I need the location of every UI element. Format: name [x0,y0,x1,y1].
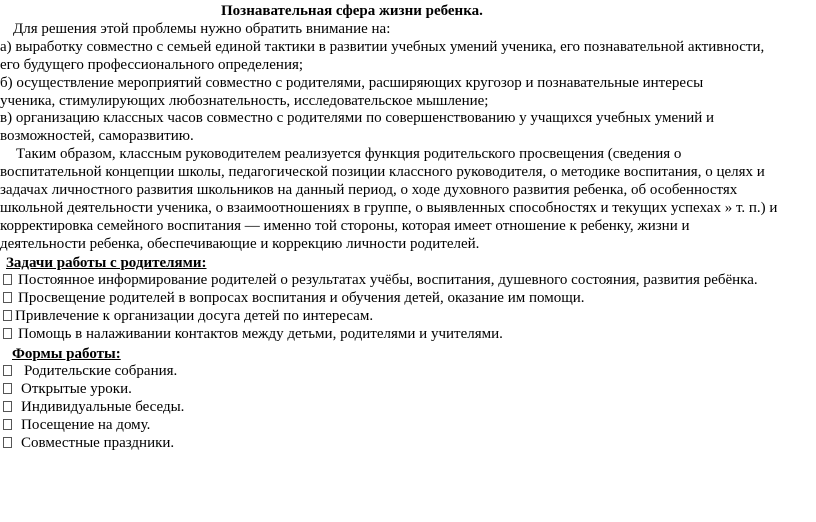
tasks-list-item [3,272,758,290]
forms-list-item [3,435,174,453]
forms-list-item [3,417,150,435]
tasks-list-item [3,308,373,326]
form-item-text: Открытые уроки. [21,381,132,397]
para-c-line-1: в) организацию классных часов совместно с родителями по совершенствованию у учащихся учебных умений и [0,110,715,126]
summary-line-6: деятельности ребенка, обеспечивающие и коррекцию личности родителей. [0,236,480,252]
summary-line-3: задачах личностного развития школьников на данный период, о ходе духовного развития ребенка, об особенностях [0,182,738,198]
para-c-line-2: возможностей, саморазвитию. [0,128,194,144]
forms-list-item [3,399,184,417]
para-a-line-1: а) выработку совместно с семьей единой тактики в развитии учебных умений ученика, его познавательной активности, [0,39,765,55]
forms-heading: Формы работы: [12,346,121,362]
form-item-text: Индивидуальные беседы. [21,399,185,415]
bullet-icon [3,401,12,412]
form-item-text: Родительские собрания. [24,363,178,379]
bullet-icon [3,292,12,303]
para-b-line-1: б) осуществление мероприятий совместно с родителями, расширяющих кругозор и познавательные интересы [0,75,704,91]
summary-line-2: воспитательной концепции школы, педагогической позиции классного руководителя, о методике воспитания, о целях и [0,164,765,180]
para-b-line-2: ученика, стимулирующих любознательность, исследовательское мышление; [0,93,489,109]
bullet-icon [3,274,12,285]
bullet-icon [3,365,12,376]
form-item-text: Посещение на дому. [21,417,151,433]
summary-line-4: школьной деятельности ученика, о взаимоотношениях в группе, о выявленных способностях и текущих успехах » т. п.) и [0,200,778,216]
form-item-text: Совместные праздники. [21,435,175,451]
bullet-icon [3,310,12,321]
para-a-line-2: его будущего профессионального определения; [0,57,304,73]
forms-list-item [3,381,132,399]
summary-line-1: Таким образом, классным руководителем реализуется функция родительского просвещения (сведения о [16,146,682,162]
bullet-icon [3,419,12,430]
task-item-text: Просвещение родителей в вопросах воспитания и обучения детей, оказание им помощи. [18,290,585,306]
forms-list-item [3,363,177,381]
tasks-heading: Задачи работы с родителями: [6,255,207,271]
page-title: Познавательная сфера жизни ребенка. [221,3,483,19]
task-item-text: Привлечение к организации досуга детей по интересам. [15,308,374,324]
intro-line: Для решения этой проблемы нужно обратить внимание на: [13,21,391,37]
tasks-list-item [3,326,503,344]
summary-line-5: корректировка семейного воспитания — именно той стороны, которая имеет отношение к ребенку, жизни и [0,218,690,234]
bullet-icon [3,437,12,448]
bullet-icon [3,328,12,339]
bullet-icon [3,383,12,394]
task-item-text: Постоянное информирование родителей о результатах учёбы, воспитания, душевного состояния, развития ребёнка. [18,272,758,288]
task-item-text: Помощь в налаживании контактов между детьми, родителями и учителями. [18,326,503,342]
tasks-list-item [3,290,585,308]
